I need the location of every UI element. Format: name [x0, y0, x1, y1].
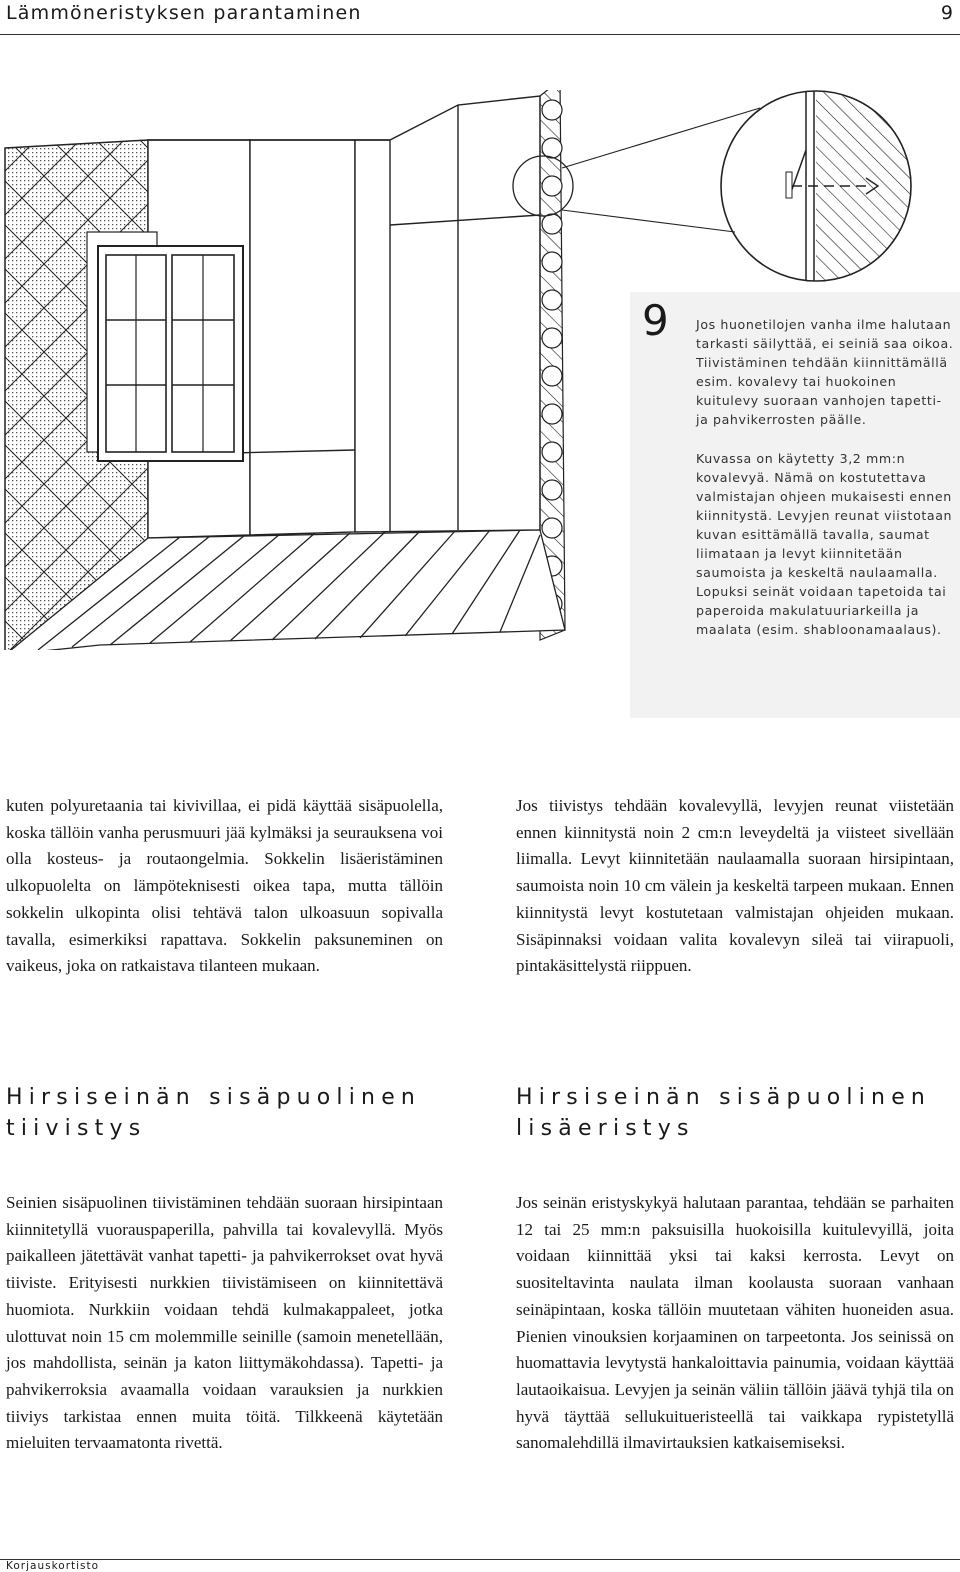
heading-line: Hirsiseinän sisäpuolinen: [6, 1085, 422, 1110]
figure-number: 9: [642, 296, 669, 345]
figure-caption: [696, 315, 958, 640]
section-heading-insulation: [516, 1082, 931, 1144]
body-paragraph-continued: kuten polyuretaania tai kivivillaa, ei pidä käyttää sisäpuolella, koska tällöin vanha perusmuuri jää kylmäksi ja seurauksena voi olla kosteus- ja routaongelmia. Sokkelin lisäeristäminen ulkopuolelta on lämpöteknisesti oikea tapa, mutta tällöin sokkelin ulkopinta olisi tehtävä talon ulkoasuun sopivalla tavalla, esimerkiksi rapattava. Sokkelin paksuneminen on vaikeus, joka on ratkaistava tilanteen mukaan.: [6, 796, 443, 976]
section-text-insulation: Jos seinän eristyskykyä halutaan parantaa, tehdään se parhaiten 12 tai 25 mm:n paksuisilla huokoisilla kuitulevyillä, joita voidaan kiinnittää yksi tai kaksi kerrosta. Levyt on suositeltavinta naulata ilman koolausta suoraan vanhaan seinäpintaan, koska tällöin muutetaan vähiten huoneiden asua. Pienien vinouksien korjaaminen on tarpeetonta. Jos seinissä on huomattavia levytystä hankaloittavia painumia, voidaan käyttää lautaoikaisua. Levyjen ja seinän väliin tällöin jäävä tyhjä tila on hyvä täyttää sellukuitueristeellä tai vaikkapa rypistetyllä sanomalehdillä ilmavirtauksien katkaisemiseksi.: [516, 1193, 954, 1453]
detail-leader-line: [562, 108, 760, 168]
body-paragraph-hardboard: Jos tiivistys tehdään kovalevyllä, levyjen reunat viistetään ennen kiinnitystä noin 2 cm:n leveydeltä ja viisteet sivellään liimalla. Levyt kiinnitetään naulaamalla suoraan hirsipintaan, saumoista noin 10 cm välein ja keskeltä tarpeen mukaan. Ennen kiinnitystä levyt kostutetaan valmistajan ohjeiden mukaan. Sisäpinnaksi voidaan valita kovalevyn sileä tai viirapuoli, pintakäsittelystä riippuen.: [516, 796, 954, 976]
detail-leader-line-2: [562, 210, 735, 232]
heading-line: tiivistys: [6, 1116, 147, 1141]
footer-rule: [0, 1559, 960, 1560]
section-text-sealing: Seinien sisäpuolinen tiivistäminen tehdään suoraan hirsipintaan kiinnitetyllä vuorauspaperilla, pahvilla tai kovalevyllä. Myös paikalleen jätettävät vanhat tapetti- ja pahvikerrokset ovat hyvä tiiviste. Erityisesti nurkkien tiivistämiseen on kiinnitettävä huomiota. Nurkkiin voidaan tehdä kulmakappaleet, jotka ulottuvat noin 15 cm molemmille seinille (samoin menetellään, jos mahdollista, seinän ja katon liittymäkohdassa). Tapetti- ja pahvikerroksia avaamalla voidaan varauksien ja nurkkien tiiviys tarkistaa ennen muita töitä. Tilkkeenä käytetään mieluiten tervaamatonta rivettä.: [6, 1193, 443, 1453]
window: [87, 232, 243, 461]
footer-text: Korjauskortisto: [6, 1560, 100, 1572]
detail-circle: [721, 90, 926, 290]
caption-paragraph: Kuvassa on käytetty 3,2 mm:n kovalevyä. Nämä on kostutettava valmistajan ohjeen mukaisesti ennen kiinnitystä. Levyjen reunat viistotaan kuvan esittämällä tavalla, saumat liimataan ja levyt kiinnitetään saumoista ja keskeltä naulaamalla. Lopuksi seinät voidaan tapetoida tai paperoida makulatuuriarkeilla ja maalata (esim. shabloonamaalaus).: [696, 450, 953, 638]
running-title: Lämmöneristyksen parantaminen: [6, 2, 362, 24]
heading-line: Hirsiseinän sisäpuolinen: [516, 1085, 932, 1110]
caption-paragraph: Jos huonetilojen vanha ilme halutaan tarkasti säilyttää, ei seiniä saa oikoa. Tiivistäminen tehdään kiinnittämällä esim. kovalevy tai huokoinen kuitulevy suoraan vanhojen tapetti- ja pahvikerrosten päälle.: [696, 317, 954, 428]
heading-line: lisäeristys: [516, 1116, 695, 1141]
page-number: 9: [940, 2, 953, 24]
section-heading-sealing: [6, 1082, 421, 1144]
header-rule: [0, 34, 960, 35]
